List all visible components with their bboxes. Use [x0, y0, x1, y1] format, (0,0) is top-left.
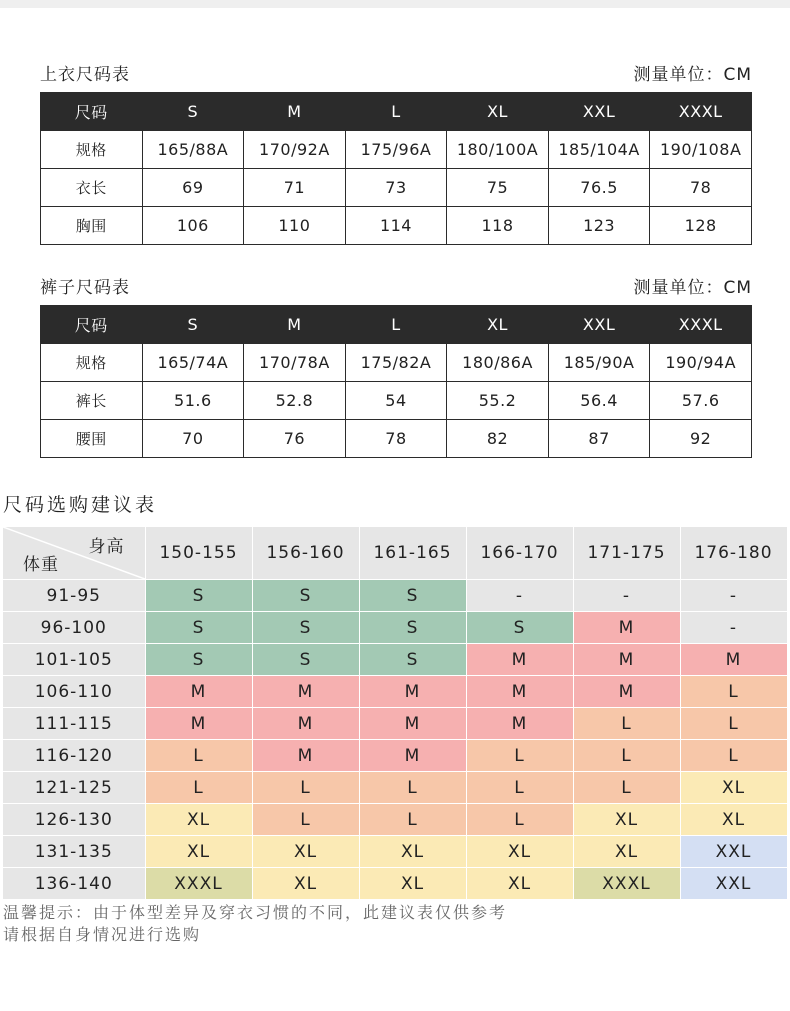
size-cell: M: [145, 676, 252, 708]
header-cell: L: [345, 93, 447, 131]
recommend-row: [3, 644, 787, 676]
table-cell: 70: [142, 420, 244, 458]
table-cell: 51.6: [142, 382, 244, 420]
table-cell: 54: [345, 382, 447, 420]
size-cell: L: [359, 772, 466, 804]
table-cell: 123: [548, 207, 650, 245]
size-cell: M: [252, 740, 359, 772]
row-label: 裤长: [41, 382, 143, 420]
size-cell: L: [359, 804, 466, 836]
header-cell: S: [142, 306, 244, 344]
size-cell: L: [680, 676, 787, 708]
size-cell: M: [573, 612, 680, 644]
top-divider-bar: [0, 0, 790, 8]
table-cell: 118: [447, 207, 549, 245]
recommend-row: [3, 804, 787, 836]
table-cell: 56.4: [548, 382, 650, 420]
weight-axis-label: 体重: [23, 555, 59, 575]
size-cell: L: [252, 772, 359, 804]
table-cell: 87: [548, 420, 650, 458]
size-cell: XL: [359, 836, 466, 868]
size-cell: -: [680, 612, 787, 644]
height-header: 176-180: [680, 527, 787, 580]
table-cell: 185/104A: [548, 131, 650, 169]
size-cell: L: [145, 772, 252, 804]
size-cell: XL: [466, 868, 573, 900]
weight-label: 111-115: [3, 708, 145, 740]
table-cell: 78: [345, 420, 447, 458]
table-cell: 52.8: [244, 382, 346, 420]
tip-note: [3, 902, 507, 946]
weight-label: 126-130: [3, 804, 145, 836]
size-cell: XL: [680, 772, 787, 804]
height-header: 150-155: [145, 527, 252, 580]
size-cell: S: [252, 580, 359, 612]
size-cell: -: [466, 580, 573, 612]
table-cell: 165/74A: [142, 344, 244, 382]
recommend-row: [3, 836, 787, 868]
height-header: 166-170: [466, 527, 573, 580]
size-cell: M: [252, 708, 359, 740]
header-cell: XXXL: [650, 306, 752, 344]
table-row: [41, 131, 752, 169]
size-cell: S: [252, 612, 359, 644]
height-header: 171-175: [573, 527, 680, 580]
size-cell: XL: [573, 836, 680, 868]
weight-label: 91-95: [3, 580, 145, 612]
recommend-row: [3, 708, 787, 740]
recommend-row: [3, 772, 787, 804]
weight-label: 101-105: [3, 644, 145, 676]
size-cell: S: [252, 644, 359, 676]
size-cell: XL: [145, 836, 252, 868]
table-cell: 180/100A: [447, 131, 549, 169]
size-cell: M: [466, 676, 573, 708]
table-cell: 180/86A: [447, 344, 549, 382]
size-cell: XL: [466, 836, 573, 868]
size-cell: XL: [145, 804, 252, 836]
size-cell: L: [145, 740, 252, 772]
table-cell: 75: [447, 169, 549, 207]
tops-chart-header: [40, 60, 752, 85]
header-cell: 尺码: [41, 306, 143, 344]
row-label: 腰围: [41, 420, 143, 458]
header-cell: S: [142, 93, 244, 131]
size-cell: L: [252, 804, 359, 836]
header-cell: M: [244, 93, 346, 131]
recommend-table: [3, 527, 788, 900]
table-cell: 76.5: [548, 169, 650, 207]
table-cell: 175/96A: [345, 131, 447, 169]
tops-chart-title: 上衣尺码表: [40, 65, 130, 85]
header-cell: 尺码: [41, 93, 143, 131]
height-header: 161-165: [359, 527, 466, 580]
table-cell: 165/88A: [142, 131, 244, 169]
size-cell: -: [680, 580, 787, 612]
size-cell: S: [359, 644, 466, 676]
size-cell: XXXL: [145, 868, 252, 900]
size-cell: XL: [573, 804, 680, 836]
header-cell: XL: [447, 306, 549, 344]
table-cell: 170/78A: [244, 344, 346, 382]
recommend-row: [3, 740, 787, 772]
size-cell: XL: [359, 868, 466, 900]
height-header: 156-160: [252, 527, 359, 580]
recommend-row: [3, 676, 787, 708]
row-label: 规格: [41, 131, 143, 169]
table-cell: 106: [142, 207, 244, 245]
size-cell: M: [466, 708, 573, 740]
size-cell: -: [573, 580, 680, 612]
table-cell: 185/90A: [548, 344, 650, 382]
weight-label: 121-125: [3, 772, 145, 804]
pants-size-table: [40, 305, 752, 458]
height-axis-label: 身高: [88, 537, 125, 557]
table-cell: 128: [650, 207, 752, 245]
size-cell: XL: [252, 868, 359, 900]
recommend-title: 尺码选购建议表: [3, 494, 158, 516]
size-cell: XXL: [680, 868, 787, 900]
size-cell: M: [359, 676, 466, 708]
table-row: [41, 344, 752, 382]
table-cell: 55.2: [447, 382, 549, 420]
size-cell: M: [252, 676, 359, 708]
tip-line-2: 请根据自身情况进行选购: [3, 925, 202, 944]
weight-label: 96-100: [3, 612, 145, 644]
table-cell: 92: [650, 420, 752, 458]
size-cell: M: [573, 676, 680, 708]
header-cell: XXL: [548, 306, 650, 344]
size-cell: L: [573, 708, 680, 740]
pants-chart-unit: 测量单位：CM: [633, 278, 752, 298]
table-cell: 57.6: [650, 382, 752, 420]
tip-line-1: 温馨提示：由于体型差异及穿衣习惯的不同，此建议表仅供参考: [3, 903, 508, 922]
size-cell: M: [359, 740, 466, 772]
row-label: 衣长: [41, 169, 143, 207]
recommend-row: [3, 612, 787, 644]
table-row: [41, 169, 752, 207]
size-cell: S: [466, 612, 573, 644]
header-cell: XXL: [548, 93, 650, 131]
table-cell: 110: [244, 207, 346, 245]
size-cell: S: [359, 612, 466, 644]
size-cell: L: [573, 740, 680, 772]
table-cell: 175/82A: [345, 344, 447, 382]
recommend-row: [3, 580, 787, 612]
size-cell: S: [145, 612, 252, 644]
table-cell: 82: [447, 420, 549, 458]
weight-label: 131-135: [3, 836, 145, 868]
size-cell: M: [359, 708, 466, 740]
corner-cell: [3, 527, 145, 580]
table-row: [41, 207, 752, 245]
pants-chart-header: [40, 273, 752, 298]
table-cell: 73: [345, 169, 447, 207]
table-cell: 190/94A: [650, 344, 752, 382]
size-cell: M: [680, 644, 787, 676]
table-header-row: [41, 93, 752, 131]
row-label: 胸围: [41, 207, 143, 245]
size-cell: XXXL: [573, 868, 680, 900]
size-cell: XL: [252, 836, 359, 868]
size-cell: L: [573, 772, 680, 804]
size-cell: L: [680, 708, 787, 740]
recommend-row: [3, 868, 787, 900]
table-cell: 170/92A: [244, 131, 346, 169]
recommend-header-row: [3, 527, 787, 580]
table-cell: 190/108A: [650, 131, 752, 169]
pants-chart-title: 裤子尺码表: [40, 278, 130, 298]
recommend-body: [3, 580, 787, 900]
weight-label: 136-140: [3, 868, 145, 900]
header-cell: L: [345, 306, 447, 344]
size-cell: L: [466, 772, 573, 804]
size-cell: XL: [680, 804, 787, 836]
size-cell: XXL: [680, 836, 787, 868]
header-cell: M: [244, 306, 346, 344]
table-cell: 114: [345, 207, 447, 245]
size-cell: M: [466, 644, 573, 676]
tops-chart-unit: 测量单位：CM: [633, 65, 752, 85]
size-cell: L: [466, 740, 573, 772]
size-cell: M: [145, 708, 252, 740]
size-cell: L: [466, 804, 573, 836]
size-cell: L: [680, 740, 787, 772]
size-cell: S: [145, 580, 252, 612]
table-cell: 69: [142, 169, 244, 207]
table-header-row: [41, 306, 752, 344]
weight-label: 106-110: [3, 676, 145, 708]
table-cell: 71: [244, 169, 346, 207]
table-row: [41, 382, 752, 420]
table-row: [41, 420, 752, 458]
weight-label: 116-120: [3, 740, 145, 772]
table-cell: 76: [244, 420, 346, 458]
size-cell: M: [573, 644, 680, 676]
size-cell: S: [359, 580, 466, 612]
header-cell: XXXL: [650, 93, 752, 131]
header-cell: XL: [447, 93, 549, 131]
size-cell: S: [145, 644, 252, 676]
row-label: 规格: [41, 344, 143, 382]
table-cell: 78: [650, 169, 752, 207]
tops-size-table: [40, 92, 752, 245]
